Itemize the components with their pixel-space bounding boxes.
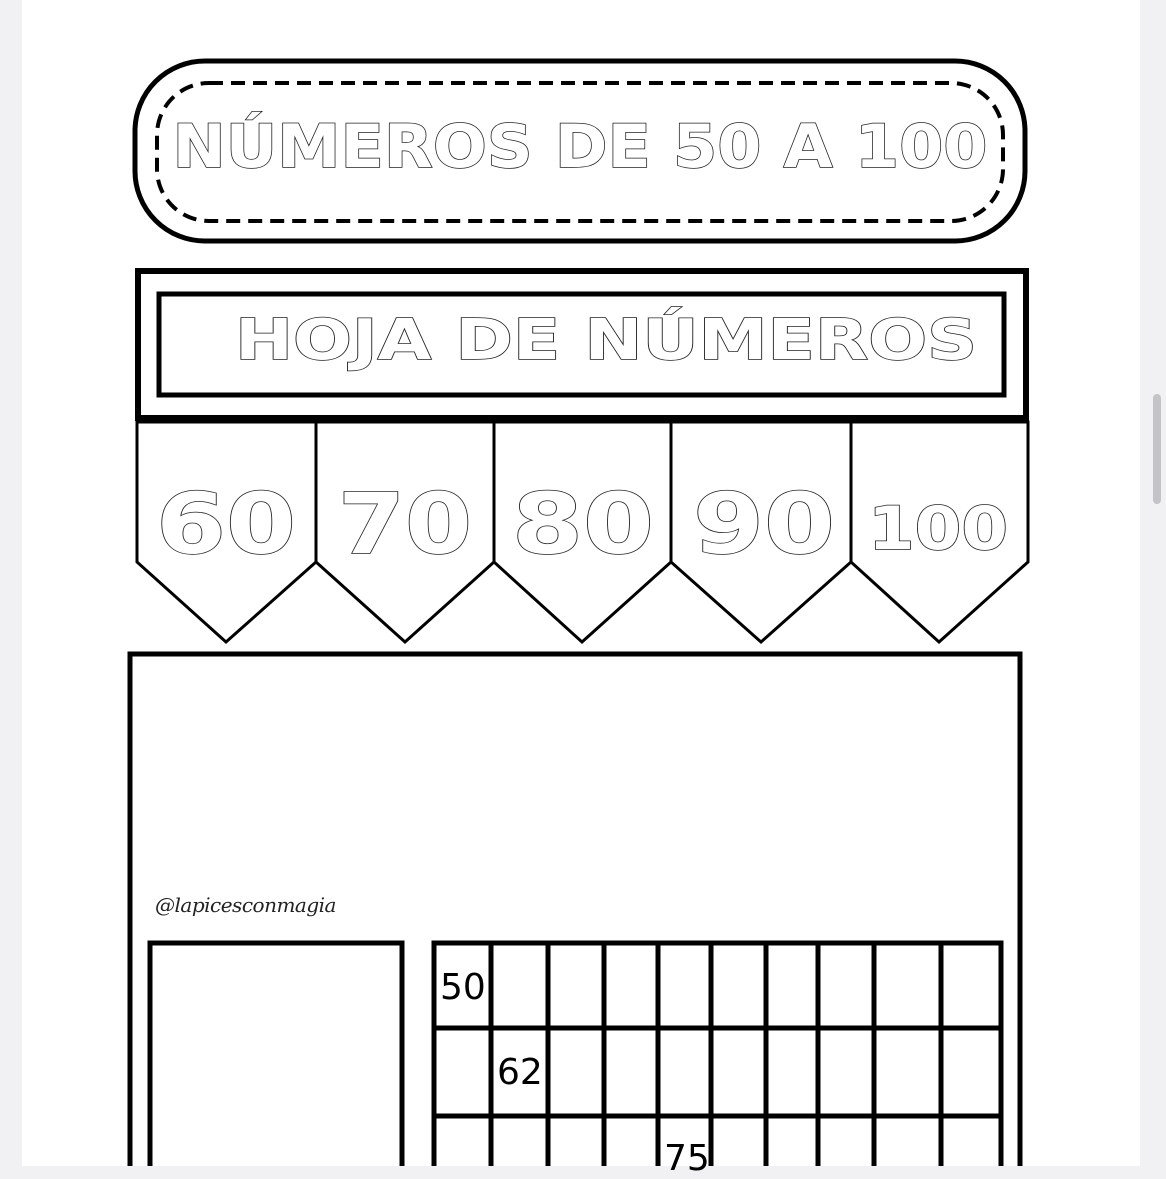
pennant-label: 90 <box>693 475 835 573</box>
pennant-80 <box>494 422 671 642</box>
pennant-label: 100 <box>868 494 1008 564</box>
worksheet-subtitle: HOJA DE NÚMEROS <box>235 308 977 373</box>
pennant-70 <box>316 422 494 642</box>
pennant-label: 60 <box>156 475 296 573</box>
grid-number-62: 62 <box>497 1052 543 1093</box>
pennant-row <box>137 422 1028 642</box>
pennant-90 <box>671 422 851 642</box>
grid-number-75: 75 <box>664 1138 710 1179</box>
pennant-100 <box>851 422 1028 642</box>
author-signature: @lapicesconmagia <box>155 893 336 917</box>
grid-number-50: 50 <box>440 967 486 1008</box>
blank-box <box>150 943 402 1166</box>
worksheet-title: NÚMEROS DE 50 A 100 <box>172 112 943 182</box>
pennant-label: 80 <box>512 475 654 573</box>
pennant-label: 70 <box>338 475 472 573</box>
scrollbar-thumb[interactable] <box>1153 394 1161 504</box>
pennant-60 <box>137 422 316 642</box>
